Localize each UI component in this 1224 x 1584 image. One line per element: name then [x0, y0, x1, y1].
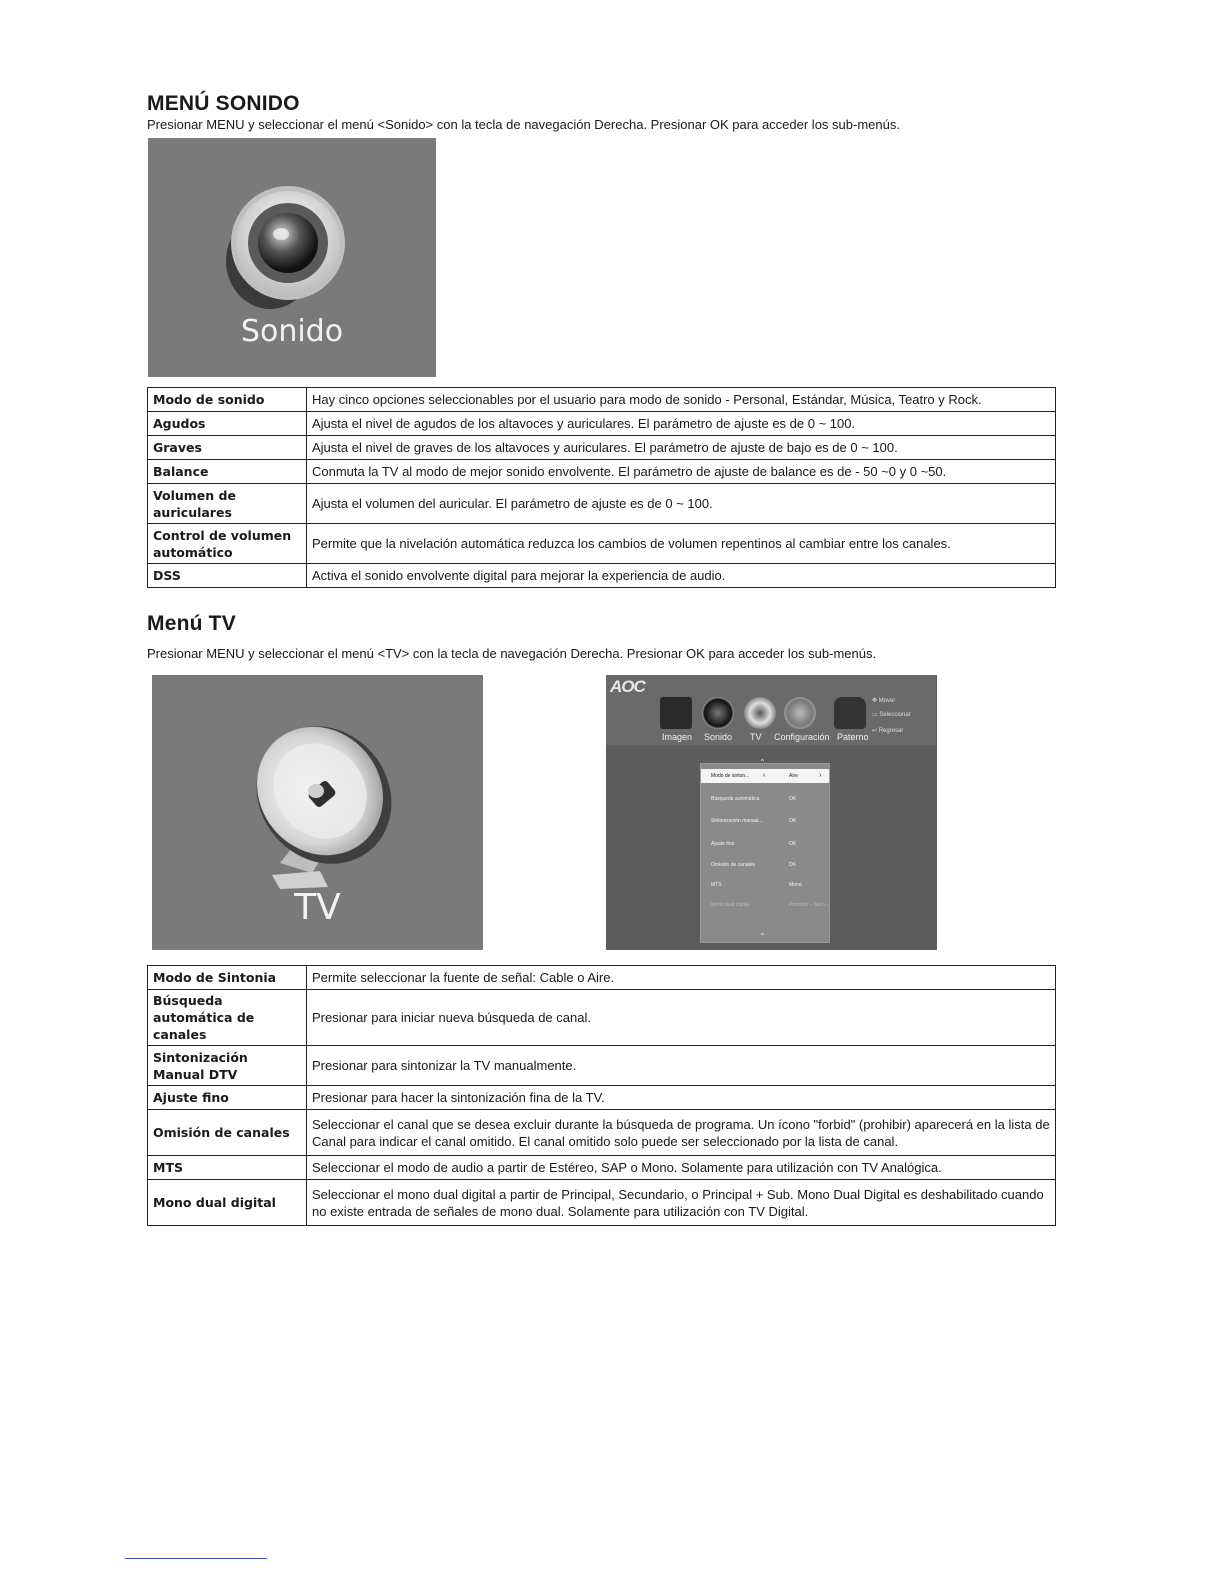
- menu-item-tv[interactable]: TV: [750, 732, 762, 742]
- table-row: [148, 990, 1056, 1046]
- table-row: [148, 564, 1056, 588]
- setting-name: Modo de sonido: [148, 388, 307, 412]
- setting-description: Conmuta la TV al modo de mejor sonido envolvente. El parámetro de ajuste de balance es de - 50 ~0 y 0 ~50.: [307, 460, 1056, 484]
- setting-description: Ajusta el nivel de graves de los altavoces y auriculares. El parámetro de ajuste de bajo es de 0 ~ 100.: [307, 436, 1056, 460]
- tv-panel: [152, 675, 483, 950]
- submenu-item[interactable]: Modo de sinton... ‹ Aire ›: [701, 769, 829, 783]
- setting-description: Ajusta el nivel de agudos de los altavoces y auriculares. El parámetro de ajuste es de 0 ~ 100.: [307, 412, 1056, 436]
- tv-panel-caption: TV: [294, 887, 341, 928]
- setting-name: Ajuste fino: [148, 1086, 307, 1110]
- tv-section-title: Menú TV: [147, 612, 236, 635]
- submenu-item[interactable]: MTS Mono: [711, 882, 802, 888]
- setting-description: Presionar para hacer la sintonización fina de la TV.: [307, 1086, 1056, 1110]
- chevron-up-icon[interactable]: ⌃: [759, 758, 766, 767]
- setting-name: DSS: [148, 564, 307, 588]
- sound-panel: [148, 138, 436, 377]
- table-row: [148, 460, 1056, 484]
- legend-return: ↩ Regresar: [872, 728, 904, 734]
- chevron-right-icon[interactable]: ›: [819, 772, 822, 779]
- setting-description: Presionar para sintonizar la TV manualmente.: [307, 1046, 1056, 1086]
- setting-name: Graves: [148, 436, 307, 460]
- setting-description: Permite que la nivelación automática reduzca los cambios de volumen repentinos al cambiar entre los canales.: [307, 524, 1056, 564]
- sound-settings-table: [147, 387, 1056, 588]
- table-row: [148, 1086, 1056, 1110]
- setting-name: Volumen de auriculares: [148, 484, 307, 524]
- setting-description: Seleccionar el canal que se desea excluir durante la búsqueda de programa. Un ícono "forbid" (prohibir) aparecerá en la lista de Canal para indicar el canal omitido. El canal omitido solo puede ser seleccionado por la lista de canal.: [307, 1110, 1056, 1156]
- table-row: [148, 1180, 1056, 1226]
- table-row: [148, 388, 1056, 412]
- ok-icon: ▭: [872, 712, 878, 718]
- setting-description: Presionar para iniciar nueva búsqueda de canal.: [307, 990, 1056, 1046]
- submenu-item[interactable]: Ajuste fino OK: [711, 841, 797, 847]
- submenu-item[interactable]: Búsqueda automática OK: [711, 796, 797, 802]
- setting-name: Mono dual digital: [148, 1180, 307, 1226]
- clapperboard-icon[interactable]: [660, 697, 692, 729]
- setting-description: Permite seleccionar la fuente de señal: Cable o Aire.: [307, 966, 1056, 990]
- return-arrow-icon: ↩: [872, 728, 878, 734]
- brand-logo: AOC: [610, 677, 645, 696]
- menu-item-configuracion[interactable]: Configuración: [774, 732, 830, 742]
- chevron-left-icon[interactable]: ‹: [763, 772, 766, 779]
- tv-menu-screenshot: [606, 675, 937, 950]
- gear-icon[interactable]: [784, 697, 816, 729]
- table-row: [148, 484, 1056, 524]
- table-row: [148, 1156, 1056, 1180]
- sound-section-title: MENÚ SONIDO: [147, 92, 300, 115]
- setting-name: Control de volumen automático: [148, 524, 307, 564]
- legend-move: ✥ Mover: [872, 698, 896, 704]
- lock-icon[interactable]: [834, 697, 866, 729]
- menu-item-paterno[interactable]: Paterno: [837, 732, 869, 742]
- menu-item-imagen[interactable]: Imagen: [662, 732, 693, 742]
- submenu-item[interactable]: Omisión de canales OK: [711, 862, 797, 868]
- setting-name: Balance: [148, 460, 307, 484]
- setting-name: MTS: [148, 1156, 307, 1180]
- table-row: [148, 436, 1056, 460]
- setting-name: Modo de Sintonia: [148, 966, 307, 990]
- setting-description: Seleccionar el mono dual digital a partir de Principal, Secundario, o Principal + Sub. Mono Dual Digital es deshabilitado cuando no existe entrada de señales de mono dual. Solamente para utilización con TV Digital.: [307, 1180, 1056, 1226]
- setting-name: Búsqueda automática de canales: [148, 990, 307, 1046]
- tv-menu-bar: [606, 675, 936, 745]
- table-row: [148, 966, 1056, 990]
- sound-intro: Presionar MENU y seleccionar el menú <Sonido> con la tecla de navegación Derecha. Presionar OK para acceder los sub-menús.: [147, 117, 900, 132]
- move-arrows-icon: ✥: [872, 698, 878, 704]
- tv-settings-table: [147, 965, 1056, 1226]
- legend-select: ▭ Seleccionar: [872, 712, 911, 718]
- setting-name: Agudos: [148, 412, 307, 436]
- setting-name: Omisión de canales: [148, 1110, 307, 1156]
- menu-item-sonido[interactable]: Sonido: [704, 732, 733, 742]
- setting-description: Ajusta el volumen del auricular. El parámetro de ajuste es de 0 ~ 100.: [307, 484, 1056, 524]
- footnote-separator: [125, 1558, 267, 1559]
- submenu-item[interactable]: Sintonización manual... OK: [711, 818, 797, 824]
- table-row: [148, 1110, 1056, 1156]
- speaker-icon[interactable]: [702, 697, 734, 729]
- table-row: [148, 524, 1056, 564]
- submenu-item: Mono dual digital Principal – Secu...: [711, 902, 830, 908]
- tv-submenu: [700, 758, 830, 943]
- table-row: [148, 412, 1056, 436]
- setting-description: Hay cinco opciones seleccionables por el usuario para modo de sonido - Personal, Estándar, Música, Teatro y Rock.: [307, 388, 1056, 412]
- tv-intro: Presionar MENU y seleccionar el menú <TV> con la tecla de navegación Derecha. Presionar OK para acceder los sub-menús.: [147, 646, 877, 661]
- table-row: [148, 1046, 1056, 1086]
- satellite-dish-icon[interactable]: [744, 697, 776, 729]
- sound-panel-caption: Sonido: [240, 314, 344, 349]
- setting-name: Sintonización Manual DTV: [148, 1046, 307, 1086]
- setting-description: Activa el sonido envolvente digital para mejorar la experiencia de audio.: [307, 564, 1056, 588]
- chevron-down-icon[interactable]: ⌄: [759, 928, 766, 937]
- setting-description: Seleccionar el modo de audio a partir de Estéreo, SAP o Mono. Solamente para utilización con TV Analógica.: [307, 1156, 1056, 1180]
